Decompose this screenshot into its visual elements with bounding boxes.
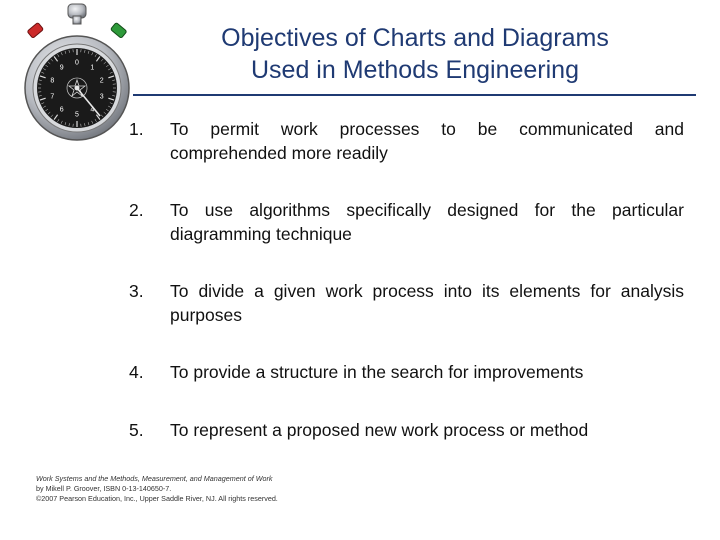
footer-copyright: ©2007 Pearson Education, Inc., Upper Saddle River, NJ. All rights reserved. bbox=[36, 494, 278, 503]
objective-text: To provide a structure in the search for improvements bbox=[170, 362, 584, 382]
slide-title bbox=[175, 22, 655, 86]
stopwatch-dial-number: 4 bbox=[90, 106, 95, 114]
stopwatch-dial-number: 6 bbox=[59, 106, 64, 114]
title-line-1: Objectives of Charts and Diagrams bbox=[221, 24, 609, 52]
stopwatch-dial-number: 1 bbox=[90, 64, 95, 72]
objective-number: 1. bbox=[129, 119, 144, 139]
footer-book-title: Work Systems and the Methods, Measurement, and Management of Work bbox=[36, 474, 273, 483]
copyright-footer bbox=[36, 474, 356, 504]
stopwatch-icon bbox=[22, 2, 132, 152]
objective-number: 3. bbox=[129, 281, 144, 301]
stopwatch-red-button bbox=[27, 22, 44, 38]
title-divider bbox=[133, 94, 696, 96]
stopwatch-dial-number: 3 bbox=[99, 93, 104, 101]
objective-item-1 bbox=[129, 117, 684, 165]
objective-text: To represent a proposed new work process or method bbox=[170, 420, 589, 440]
objective-number: 5. bbox=[129, 420, 144, 440]
objectives-list bbox=[129, 117, 684, 442]
title-line-2: Used in Methods Engineering bbox=[251, 56, 579, 84]
stopwatch-green-button bbox=[110, 22, 127, 38]
stopwatch-dial-number: 2 bbox=[99, 77, 104, 85]
footer-author: by Mikell P. Groover, ISBN 0-13-140650-7. bbox=[36, 484, 172, 493]
objective-text: To use algorithms specifically designed for the particular diagramming technique bbox=[170, 200, 684, 244]
stopwatch-dial-number: 5 bbox=[75, 111, 79, 119]
objective-item-4 bbox=[129, 360, 684, 384]
objective-item-3 bbox=[129, 279, 684, 327]
stopwatch-dial-number: 7 bbox=[50, 93, 55, 101]
objective-number: 2. bbox=[129, 200, 144, 220]
objective-text: To divide a given work process into its elements for analysis purposes bbox=[170, 281, 684, 325]
objective-item-2 bbox=[129, 198, 684, 246]
stopwatch-dial-number: 0 bbox=[75, 59, 79, 67]
stopwatch-dial-number: 8 bbox=[50, 77, 55, 85]
objective-number: 4. bbox=[129, 362, 144, 382]
objective-item-5 bbox=[129, 418, 684, 442]
objective-text: To permit work processes to be communicated and comprehended more readily bbox=[170, 119, 684, 163]
stopwatch-dial-number: 9 bbox=[59, 64, 64, 72]
